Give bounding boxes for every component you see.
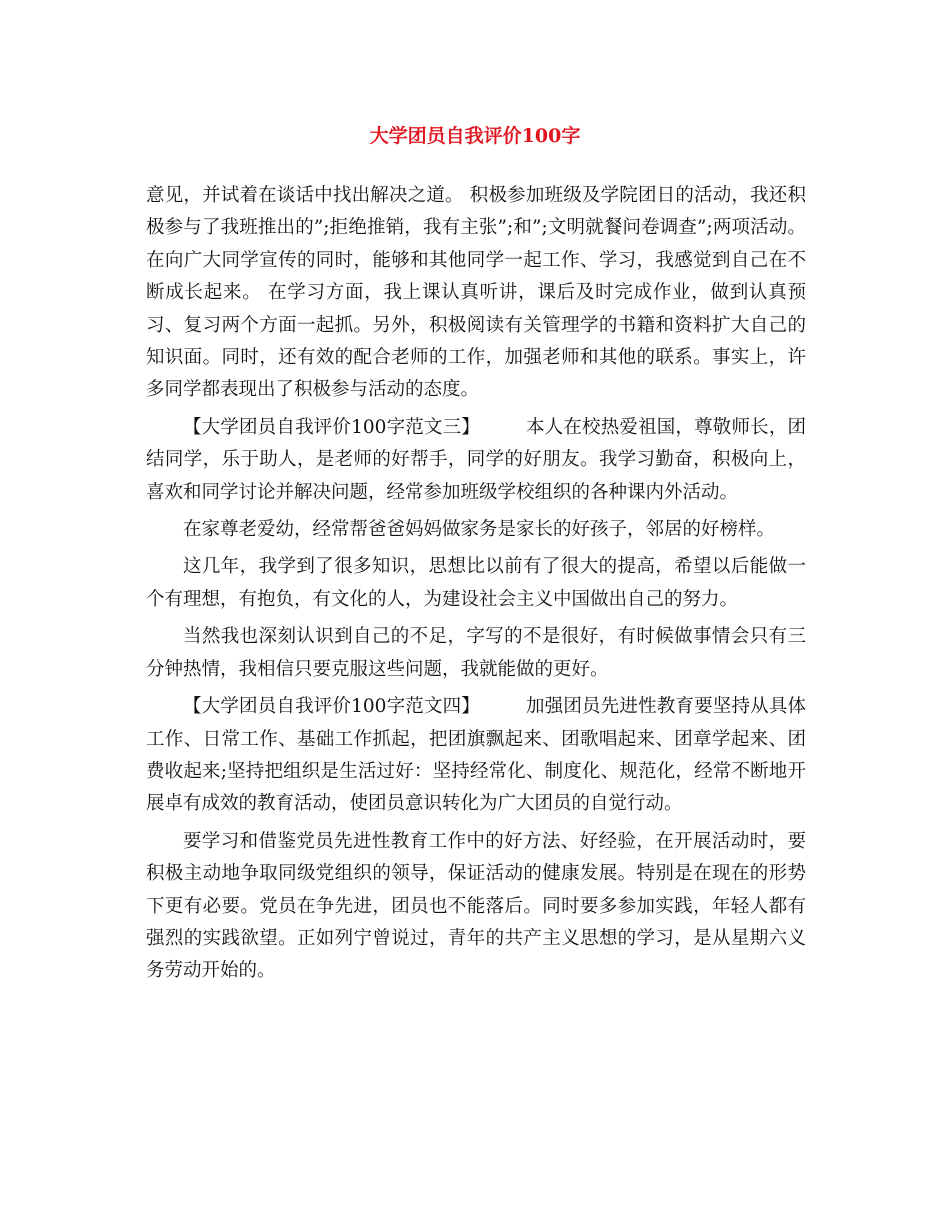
- section-heading-3: 【大学团员自我评价100字范文三】: [183, 416, 480, 438]
- paragraph-6: [146, 691, 806, 821]
- paragraph-text: 当然我也深刻认识到自己的不足，字写的不是很好，有时候做事情会只有三分钟热情，我相信只要克服这些问题，我就能做的更好。: [146, 626, 806, 680]
- paragraph-2: [146, 412, 806, 509]
- paragraph-text: 意见，并试着在谈话中找出解决之道。 积极参加班级及学院团日的活动，我还积极参与了我班推出的”;拒绝推销，我有主张”;和”;文明就餐问卷调查”;两项活动。在向广大同学宣传的同时，能够和其他同学一起工作、学习，我感觉到自己在不断成长起来。 在学习方面，我上课认真听讲，课后及时完成作业，做到认真预习、复习两个方面一起抓。另外，积极阅读有关管理学的书籍和资料扩大自己的知识面。同时，还有效的配合老师的工作，加强老师和其他的联系。事实上，许多同学都表现出了积极参与活动的态度。: [146, 185, 806, 401]
- document-title: 大学团员自我评价100字: [369, 125, 581, 147]
- section-heading-4: 【大学团员自我评价100字范文四】: [183, 696, 480, 718]
- paragraph-7: [146, 826, 806, 988]
- paragraph-3: [146, 514, 806, 546]
- paragraph-text: 要学习和借鉴党员先进性教育工作中的好方法、好经验，在开展活动时，要积极主动地争取同级党组织的领导，保证活动的健康发展。特别是在现在的形势下更有必要。党员在争先进，团员也不能落后。同时要多参加实践，年轻人都有强烈的实践欲望。正如列宁曾说过，青年的共产主义思想的学习，是从星期六义务劳动开始的。: [146, 830, 806, 982]
- paragraph-4: [146, 551, 806, 616]
- paragraph-text: 在家尊老爱幼，经常帮爸爸妈妈做家务是家长的好孩子，邻居的好榜样。: [183, 519, 776, 541]
- paragraph-text: 本人在校热爱祖国，尊敬师长，团结同学，乐于助人，是老师的好帮手，同学的好朋友。我学习勤奋，积极向上，喜欢和同学讨论并解决问题，经常参加班级学校组织的各种课内外活动。: [146, 416, 806, 503]
- document-body: [146, 180, 806, 993]
- paragraph-text: 加强团员先进性教育要坚持从具体工作、日常工作、基础工作抓起，把团旗飘起来、团歌唱起来、团章学起来、团费收起来;坚持把组织是生活过好：坚持经常化、制度化、规范化，经常不断地开展卓有成效的教育活动，使团员意识转化为广大团员的自觉行动。: [146, 696, 806, 815]
- paragraph-5: [146, 621, 806, 686]
- paragraph-text: 这几年，我学到了很多知识，思想比以前有了很大的提高，希望以后能做一个有理想，有抱负，有文化的人，为建设社会主义中国做出自己的努力。: [146, 556, 806, 610]
- paragraph-1: [146, 180, 806, 407]
